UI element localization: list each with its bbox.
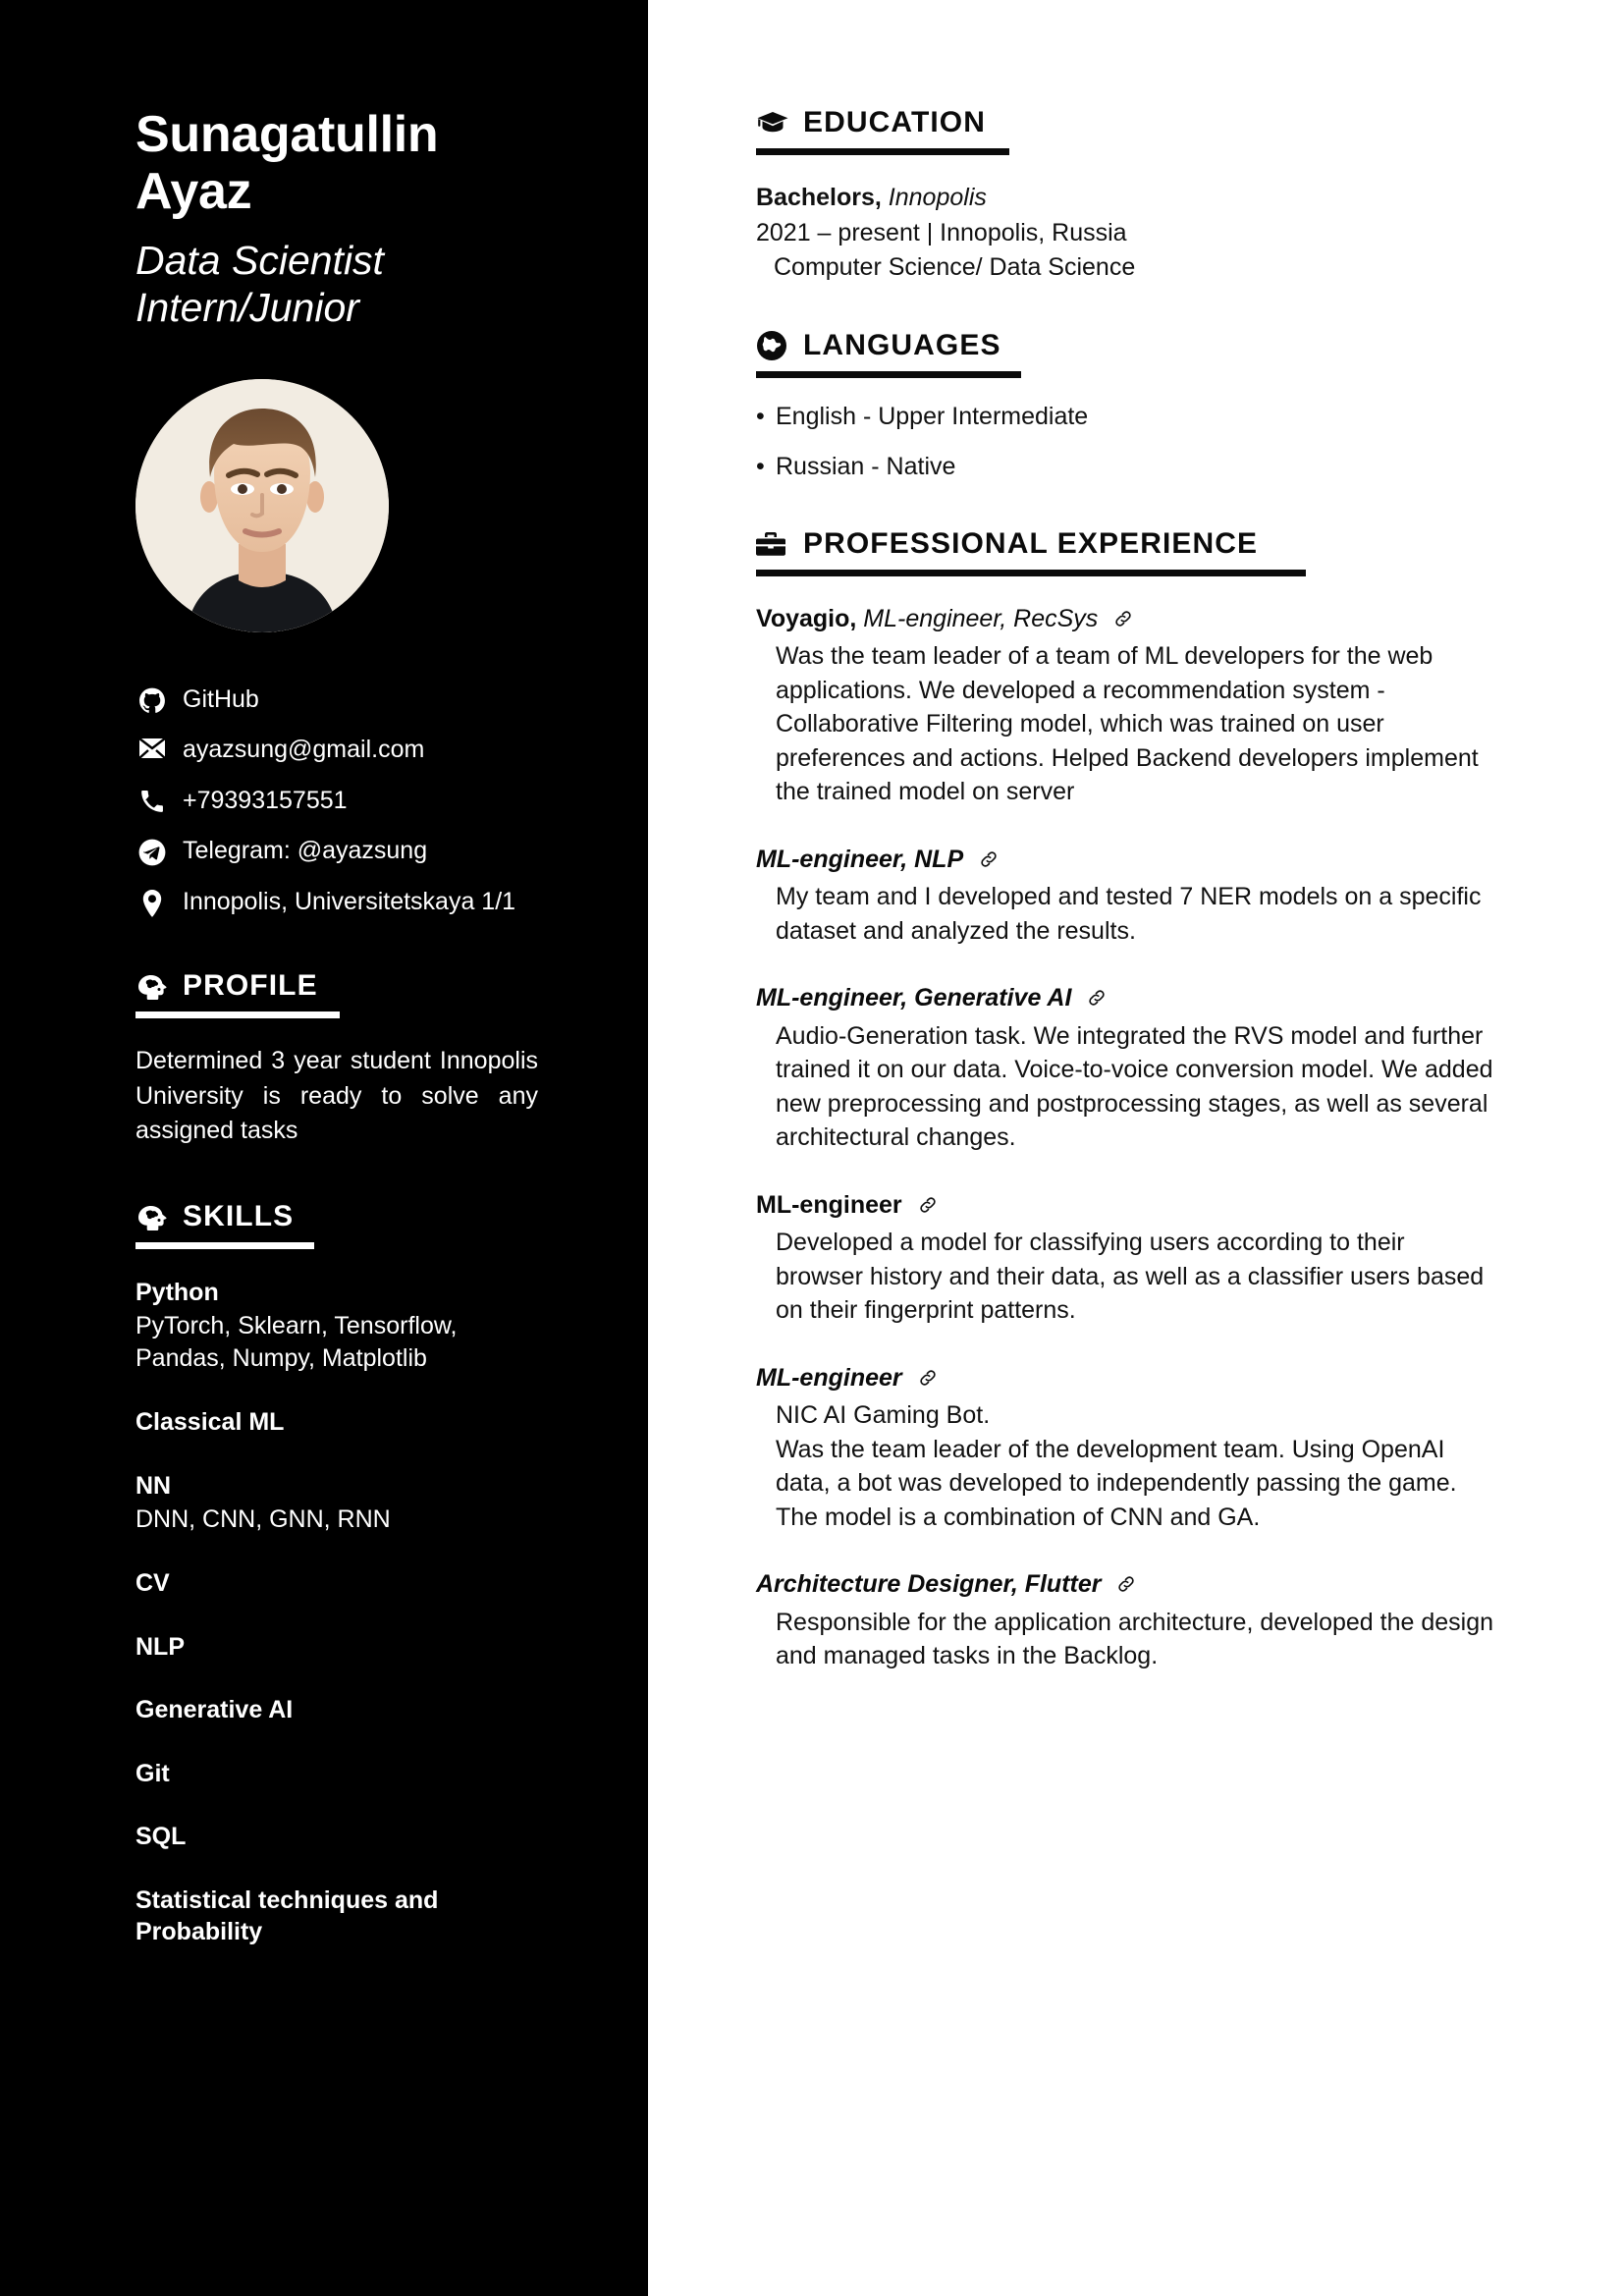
skill-name: Generative AI — [135, 1696, 294, 1724]
experience-title-line — [756, 1188, 1496, 1225]
profile-text: Determined 3 year student Innopolis University is ready to solve any assigned tasks — [135, 1047, 538, 1145]
education-entry — [756, 181, 1496, 286]
avatar — [135, 379, 389, 632]
education-degree-line — [756, 181, 1496, 216]
skills-title: SKILLS — [183, 1199, 295, 1232]
skill-item — [135, 1885, 520, 1948]
contact-label-email: ayazsung@gmail.com — [183, 736, 425, 764]
briefcase-icon — [756, 527, 789, 561]
section-education — [756, 106, 1496, 286]
experience-desc-line: Developed a model for classifying users according to their browser history and their data, as well as a classifier users based on their fingerprint patterns. — [776, 1229, 1485, 1324]
link-icon[interactable] — [1113, 604, 1133, 638]
education-underline — [756, 148, 1009, 155]
section-experience — [756, 527, 1496, 1673]
experience-description — [756, 1019, 1496, 1155]
languages-list — [756, 400, 1496, 484]
contact-item-location[interactable] — [135, 886, 520, 919]
skill-name: Python — [135, 1278, 219, 1306]
section-skills — [135, 1200, 520, 1948]
language-label: English - Upper Intermediate — [776, 402, 1089, 430]
skill-name: Classical ML — [135, 1408, 285, 1437]
experience-role: Architecture Designer, Flutter — [756, 1570, 1102, 1598]
education-school: Innopolis — [888, 184, 987, 211]
experience-header — [756, 527, 1496, 561]
experience-title-line — [756, 1567, 1496, 1604]
experience-underline — [756, 570, 1306, 576]
profile-header — [135, 969, 520, 1003]
job-role-subtitle: Data Scientist Intern/Junior — [135, 238, 384, 331]
skill-name: Statistical techniques and Probability — [135, 1886, 439, 1946]
skill-name: Git — [135, 1759, 170, 1787]
brain-head-icon — [135, 969, 169, 1003]
skill-detail: DNN, CNN, GNN, RNN — [135, 1505, 391, 1534]
contact-item-email[interactable] — [135, 734, 520, 767]
skills-header — [135, 1200, 520, 1233]
experience-description — [756, 1226, 1496, 1328]
experience-role: ML-engineer, NLP — [756, 845, 964, 873]
experience-title-line — [756, 981, 1496, 1017]
github-icon — [135, 683, 169, 715]
experience-desc-line: Was the team leader of the development team. Using OpenAI data, a bot was developed to independently passing the game. The model is a combination of CNN and GA. — [776, 1435, 1457, 1531]
location-icon — [135, 886, 169, 917]
experience-desc-line: Audio-Generation task. We integrated the RVS model and further trained it on our data. Voice-to-voice conversion model. We added new preprocessing and postprocessing stages, as well as several architectural changes. — [776, 1021, 1493, 1151]
languages-underline — [756, 371, 1021, 378]
page-title: Sunagatullin Ayaz — [135, 106, 439, 221]
skill-name: NLP — [135, 1632, 185, 1661]
link-icon[interactable] — [918, 1190, 938, 1225]
graduation-cap-icon — [756, 106, 789, 139]
languages-title: LANGUAGES — [803, 328, 1001, 361]
contact-item-github[interactable] — [135, 683, 520, 717]
experience-list — [756, 602, 1496, 1673]
sidebar — [0, 0, 648, 2296]
languages-header — [756, 329, 1496, 362]
main-column — [648, 0, 1622, 2296]
skills-underline — [135, 1242, 314, 1249]
experience-title-line — [756, 1361, 1496, 1397]
skill-detail: PyTorch, Sklearn, Tensorflow, Pandas, Numpy, Matplotlib — [135, 1312, 458, 1373]
profile-title: PROFILE — [183, 969, 318, 1003]
link-icon[interactable] — [979, 845, 999, 879]
experience-entry — [756, 602, 1496, 809]
contact-label-location: Innopolis, Universitetskaya 1/1 — [183, 887, 516, 915]
skill-item — [135, 1567, 520, 1600]
skill-item — [135, 1631, 520, 1664]
education-title: EDUCATION — [803, 106, 987, 138]
bullet-icon: • — [756, 402, 765, 430]
experience-role: ML-engineer, Generative AI — [756, 984, 1072, 1011]
skill-item — [135, 1406, 520, 1439]
skill-item — [135, 1694, 520, 1726]
email-icon — [135, 734, 169, 759]
phone-icon — [135, 785, 169, 814]
experience-title-line — [756, 843, 1496, 879]
skill-item — [135, 1277, 520, 1376]
education-header — [756, 106, 1496, 139]
list-item — [756, 400, 1496, 434]
skill-item — [135, 1758, 520, 1790]
experience-description — [756, 639, 1496, 809]
globe-icon — [756, 329, 789, 362]
link-icon[interactable] — [1116, 1569, 1136, 1604]
experience-role: ML-engineer — [756, 1190, 902, 1219]
skill-name: SQL — [135, 1823, 187, 1851]
experience-org: Voyagio, — [756, 604, 857, 632]
education-dates: 2021 – present | Innopolis, Russia — [756, 218, 1127, 246]
link-icon[interactable] — [1087, 983, 1107, 1017]
experience-description — [756, 880, 1496, 948]
skill-item — [135, 1821, 520, 1853]
profile-underline — [135, 1011, 340, 1018]
contact-label-telegram: Telegram: @ayazsung — [183, 837, 428, 865]
brain-head-icon — [135, 1200, 169, 1233]
link-icon[interactable] — [918, 1363, 938, 1397]
education-major: Computer Science/ Data Science — [774, 253, 1136, 281]
experience-entry — [756, 1567, 1496, 1673]
experience-title: PROFESSIONAL EXPERIENCE — [803, 526, 1259, 560]
experience-entry — [756, 1361, 1496, 1535]
section-languages — [756, 329, 1496, 484]
experience-desc-line: My team and I developed and tested 7 NER models on a specific dataset and analyzed the results. — [776, 883, 1482, 945]
contact-item-telegram[interactable] — [135, 835, 520, 868]
experience-description — [756, 1398, 1496, 1534]
experience-desc-line: NIC AI Gaming Bot. — [776, 1401, 991, 1429]
experience-description — [756, 1606, 1496, 1673]
skill-item — [135, 1470, 520, 1537]
portrait-photo-icon — [135, 379, 389, 632]
skill-name: CV — [135, 1569, 170, 1598]
telegram-icon — [135, 835, 169, 866]
experience-role: ML-engineer, RecSys — [863, 604, 1099, 632]
section-profile — [135, 969, 538, 1149]
language-label: Russian - Native — [776, 452, 956, 480]
skill-name: NN — [135, 1471, 172, 1500]
experience-role: ML-engineer — [756, 1363, 902, 1392]
contact-list — [135, 683, 520, 919]
experience-desc-line: Was the team leader of a team of ML developers for the web applications. We developed a recommendation system - Collaborative Filtering model, which was trained on user preferences and actions. Helped Backend developers implement the trained model on server — [776, 642, 1479, 805]
education-degree: Bachelors, — [756, 184, 882, 211]
experience-entry — [756, 981, 1496, 1155]
list-item — [756, 450, 1496, 484]
experience-entry — [756, 1188, 1496, 1328]
contact-label-phone: +79393157551 — [183, 786, 348, 814]
experience-entry — [756, 843, 1496, 949]
experience-desc-line: Responsible for the application architecture, developed the design and managed tasks in the Backlog. — [776, 1608, 1494, 1669]
experience-title-line — [756, 602, 1496, 638]
skills-list — [135, 1277, 520, 1948]
contact-item-phone[interactable] — [135, 785, 520, 818]
contact-label-github: GitHub — [183, 684, 259, 713]
bullet-icon: • — [756, 452, 765, 480]
